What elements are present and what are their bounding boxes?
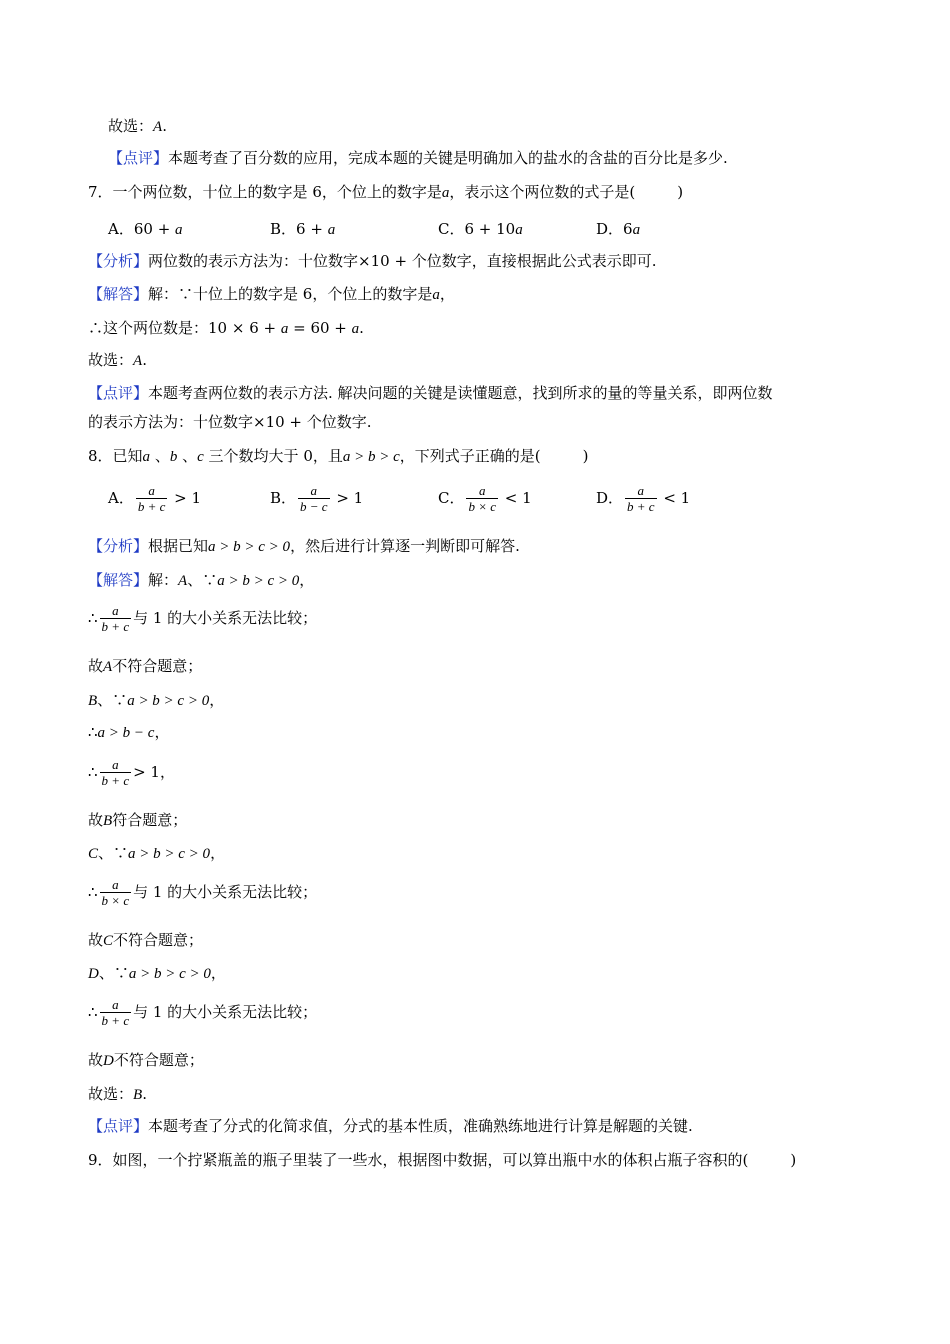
punct: .: [162, 117, 167, 135]
option-expr: 6 +: [296, 220, 328, 238]
solution-step: [88, 1050, 204, 1071]
step-text: 与 1 的大小关系无法比较；: [133, 609, 318, 627]
var: c: [197, 449, 204, 465]
analysis-text: 根据已知: [148, 537, 209, 555]
answer-line: [88, 1084, 147, 1105]
numerator: a: [112, 997, 119, 1012]
var: a: [327, 222, 336, 238]
option-expr: 6: [623, 220, 633, 238]
review-text: 本题考查了分式的化简求值，分式的基本性质，准确熟练地进行计算是解题的关键.: [148, 1117, 693, 1135]
var: b: [169, 449, 178, 465]
option-c[interactable]: [438, 218, 523, 239]
review-text: 本题考查两位数的表示方法. 解决问题的关键是读懂题意，找到所求的量的等量关系，即两位数: [148, 384, 773, 402]
option-label: A．: [108, 489, 134, 507]
step-text: 、∵: [98, 964, 129, 982]
punct: ，: [154, 723, 170, 741]
option-b[interactable]: [270, 218, 335, 239]
option-label: B．: [270, 220, 297, 238]
step-text: 故: [88, 931, 104, 949]
solution-tag: 【解答】: [88, 285, 149, 303]
review-tag: 【点评】: [108, 149, 169, 167]
option-a[interactable]: [108, 218, 183, 239]
option-label: D．: [596, 489, 624, 507]
solution-step: [88, 998, 317, 1028]
option-a[interactable]: [108, 484, 201, 514]
condition: a > b > c > 0: [128, 966, 211, 982]
fraction: [100, 758, 132, 788]
punct: ，: [299, 571, 315, 589]
fraction: [100, 998, 132, 1028]
review-line: [108, 148, 728, 168]
solution-text: 解：∵十位上的数字是 6，个位上的数字是: [148, 285, 433, 303]
option-label: B．: [270, 489, 297, 507]
option-d[interactable]: [596, 218, 640, 239]
option-label: D．: [596, 220, 624, 238]
answer-choice: A: [133, 353, 143, 369]
var: a: [280, 321, 289, 337]
option-c[interactable]: [438, 484, 532, 514]
numerator: a: [148, 483, 155, 498]
question-7-stem: [88, 182, 683, 203]
answer-choice: B: [133, 1087, 143, 1103]
relation: < 1: [500, 489, 532, 507]
numerator: a: [112, 603, 119, 618]
denominator: b + c: [627, 499, 655, 514]
stem-text: ，表示这个两位数的式子是(: [449, 183, 636, 201]
paren-close: ): [582, 447, 589, 465]
answer-line: [108, 116, 167, 137]
var: a: [351, 321, 360, 337]
paren-close: ): [790, 1151, 797, 1169]
therefore: ∴: [88, 883, 98, 901]
analysis-line: [88, 251, 657, 271]
step-text: 与 1 的大小关系无法比较；: [133, 883, 318, 901]
option-label: C．: [438, 220, 465, 238]
punct: ，: [210, 844, 226, 862]
step-text: 不符合题意；: [112, 657, 203, 675]
numerator: a: [637, 483, 645, 498]
paren-close: ): [677, 183, 684, 201]
answer-prefix: 故选：: [88, 1085, 134, 1103]
numerator: a: [310, 483, 318, 498]
numerator: a: [112, 757, 119, 772]
solution-step: [88, 604, 317, 634]
option-label: C．: [438, 489, 465, 507]
solution-step: [88, 758, 175, 788]
answer-choice: A: [153, 119, 163, 135]
question-7-options: [108, 218, 828, 238]
review-tag: 【点评】: [88, 384, 149, 402]
denominator: b + c: [101, 619, 130, 634]
solution-step: [88, 318, 364, 339]
punct: ，: [439, 285, 455, 303]
stem-text: 8．已知: [88, 447, 143, 465]
step-text: 故: [88, 1051, 104, 1069]
numerator: a: [479, 483, 486, 498]
solution-line: [88, 570, 314, 591]
stem-text: ，下列式子正确的是(: [399, 447, 541, 465]
analysis-tag: 【分析】: [88, 537, 149, 555]
case-label: B: [103, 813, 113, 829]
stem-text: 7．一个两位数，十位上的数字是 6，个位上的数字是: [88, 183, 442, 201]
punct: 、: [150, 447, 170, 465]
question-9-stem: [88, 1150, 796, 1170]
step-text: 、∵: [97, 691, 128, 709]
punct: .: [359, 319, 364, 337]
stem-text: 三个数均大于 0，且: [203, 447, 343, 465]
step-text: 与 1 的大小关系无法比较；: [133, 1003, 318, 1021]
fraction: [100, 878, 132, 908]
relation: < 1: [658, 489, 691, 507]
question-8-stem: [88, 446, 589, 467]
var: a: [432, 287, 440, 303]
answer-prefix: 故选：: [88, 351, 134, 369]
denominator: b × c: [468, 499, 497, 514]
review-line: [88, 383, 773, 403]
question-8-options: [108, 484, 828, 520]
step-text: 符合题意；: [112, 811, 188, 829]
option-label: A．: [108, 220, 134, 238]
denominator: b + c: [101, 773, 130, 788]
var: a: [632, 222, 641, 238]
step-text: 故: [88, 811, 104, 829]
solution-step: [88, 963, 226, 984]
option-d[interactable]: [596, 484, 690, 514]
case-label: D: [88, 966, 99, 982]
step-text: > 1，: [133, 763, 175, 781]
case-label: A: [103, 659, 113, 675]
case-label: C: [88, 846, 99, 862]
step-text: 、∵: [98, 844, 129, 862]
punct: ，: [209, 691, 225, 709]
case-label: A: [178, 573, 188, 589]
answer-line: [88, 350, 147, 371]
inequality: a > b − c: [97, 725, 155, 741]
review-text: 的表示方法为：十位数字×10 + 个位数字.: [88, 413, 372, 431]
condition: a > b > c: [342, 449, 400, 465]
denominator: b + c: [137, 499, 166, 514]
stem-text: 9．如图，一个拧紧瓶盖的瓶子里装了一些水，根据图中数据，可以算出瓶中水的体积占瓶子容积的(: [88, 1151, 749, 1169]
condition: a > b > c > 0: [208, 539, 291, 555]
punct: ，: [210, 964, 226, 982]
punct: .: [142, 1085, 147, 1103]
option-expr: 60 +: [133, 220, 176, 238]
denominator: b − c: [300, 499, 328, 514]
answer-prefix: 故选：: [108, 117, 154, 135]
fraction: [625, 484, 657, 514]
solution-step: [88, 690, 224, 711]
step-text: 不符合题意；: [113, 1051, 204, 1069]
solution-step: [88, 810, 187, 831]
analysis-text: 两位数的表示方法为：十位数字×10 + 个位数字，直接根据此公式表示即可.: [148, 252, 657, 270]
solution-step: [88, 930, 203, 951]
solution-step: [88, 656, 202, 677]
condition: a > b > c > 0: [128, 846, 211, 862]
condition: a > b > c > 0: [127, 693, 210, 709]
therefore: ∴: [88, 723, 98, 741]
var: a: [175, 222, 183, 238]
relation: > 1: [169, 489, 202, 507]
step-text: 故: [88, 657, 104, 675]
therefore: ∴: [88, 1003, 98, 1021]
solution-tag: 【解答】: [88, 571, 149, 589]
review-tag: 【点评】: [88, 1117, 149, 1135]
var: a: [441, 185, 450, 201]
therefore: ∴: [88, 763, 98, 781]
option-expr: 6 + 10: [464, 220, 516, 238]
analysis-text: ，然后进行计算逐一判断即可解答.: [290, 537, 520, 555]
denominator: b × c: [101, 893, 130, 908]
fraction: [136, 484, 168, 514]
analysis-tag: 【分析】: [88, 252, 149, 270]
solution-step: [88, 878, 317, 908]
analysis-line: [88, 536, 520, 557]
option-b[interactable]: [270, 484, 363, 514]
condition: a > b > c > 0: [217, 573, 300, 589]
review-text: 本题考查了百分数的应用，完成本题的关键是明确加入的盐水的含盐的百分比是多少.: [168, 149, 728, 167]
step-text: 不符合题意；: [113, 931, 204, 949]
case-label: B: [88, 693, 98, 709]
var: a: [142, 449, 151, 465]
fraction: [466, 484, 498, 514]
punct: 、: [177, 447, 198, 465]
punct: .: [142, 351, 147, 369]
solution-line: [88, 284, 455, 305]
denominator: b + c: [101, 1013, 130, 1028]
review-line: [88, 1116, 693, 1136]
solution-text: 、∵: [187, 571, 218, 589]
solution-text: 解：: [148, 571, 179, 589]
var: a: [515, 222, 523, 238]
therefore: ∴: [88, 609, 98, 627]
case-label: C: [103, 933, 114, 949]
fraction: [100, 604, 132, 634]
review-line-2: [88, 412, 372, 432]
relation: > 1: [331, 489, 364, 507]
step-text: = 60 +: [288, 319, 352, 337]
case-label: D: [103, 1053, 114, 1069]
numerator: a: [112, 877, 119, 892]
solution-step: [88, 722, 169, 743]
step-text: ∴这个两位数是：10 × 6 +: [88, 319, 281, 337]
solution-step: [88, 843, 225, 864]
fraction: [298, 484, 330, 514]
